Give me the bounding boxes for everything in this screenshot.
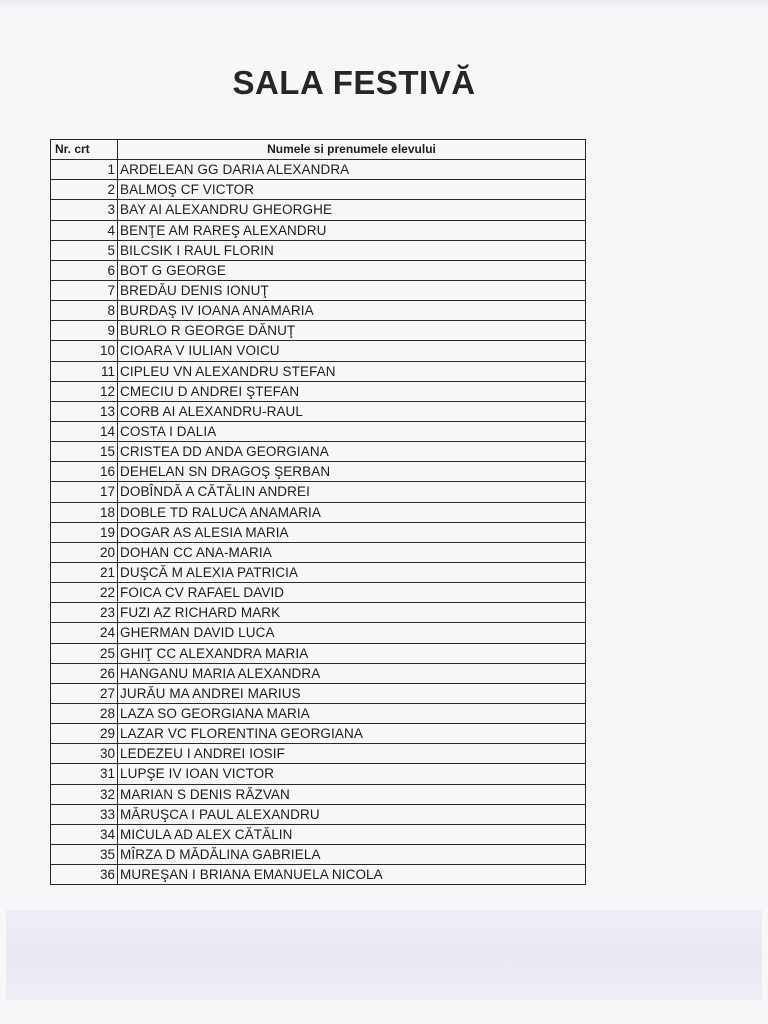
- row-number: 16: [51, 462, 118, 482]
- student-name: FUZI AZ RICHARD MARK: [118, 603, 586, 623]
- table-row: [51, 784, 586, 804]
- table-row: [51, 240, 586, 260]
- row-number: 23: [51, 603, 118, 623]
- row-number: 12: [51, 381, 118, 401]
- table-row: [51, 744, 586, 764]
- table-row: [51, 865, 586, 885]
- student-name: DUŞCĂ M ALEXIA PATRICIA: [118, 562, 586, 582]
- row-number: 9: [51, 321, 118, 341]
- student-name: LAZAR VC FLORENTINA GEORGIANA: [118, 724, 586, 744]
- scan-shadow-band: [6, 910, 762, 1000]
- table-row: [51, 562, 586, 582]
- row-number: 3: [51, 200, 118, 220]
- student-name: COSTA I DALIA: [118, 421, 586, 441]
- student-name: LAZA SO GEORGIANA MARIA: [118, 703, 586, 723]
- row-number: 6: [51, 260, 118, 280]
- row-number: 27: [51, 683, 118, 703]
- table-body: [51, 160, 586, 885]
- row-number: 36: [51, 865, 118, 885]
- student-name: FOICA CV RAFAEL DAVID: [118, 583, 586, 603]
- row-number: 18: [51, 502, 118, 522]
- student-name: CORB AI ALEXANDRU-RAUL: [118, 401, 586, 421]
- row-number: 29: [51, 724, 118, 744]
- row-number: 1: [51, 160, 118, 180]
- row-number: 15: [51, 442, 118, 462]
- table-row: [51, 301, 586, 321]
- table-row: [51, 180, 586, 200]
- student-name: GHERMAN DAVID LUCA: [118, 623, 586, 643]
- student-name: BOT G GEORGE: [118, 260, 586, 280]
- row-number: 25: [51, 643, 118, 663]
- table-row: [51, 361, 586, 381]
- student-name: CRISTEA DD ANDA GEORGIANA: [118, 442, 586, 462]
- student-name: MĂRUŞCA I PAUL ALEXANDRU: [118, 804, 586, 824]
- student-name: LEDEZEU I ANDREI IOSIF: [118, 744, 586, 764]
- table-row: [51, 824, 586, 844]
- student-name: CMECIU D ANDREI ŞTEFAN: [118, 381, 586, 401]
- table-row: [51, 844, 586, 864]
- header-nr-crt: Nr. crt: [51, 140, 118, 160]
- row-number: 32: [51, 784, 118, 804]
- row-number: 22: [51, 583, 118, 603]
- row-number: 33: [51, 804, 118, 824]
- row-number: 30: [51, 744, 118, 764]
- row-number: 21: [51, 562, 118, 582]
- table-row: [51, 462, 586, 482]
- row-number: 7: [51, 280, 118, 300]
- scan-top-edge: [0, 0, 768, 8]
- table-row: [51, 583, 586, 603]
- table-row: [51, 260, 586, 280]
- page-title: SALA FESTIVĂ: [232, 64, 476, 101]
- table-row: [51, 401, 586, 421]
- row-number: 35: [51, 844, 118, 864]
- student-name: BAY AI ALEXANDRU GHEORGHE: [118, 200, 586, 220]
- row-number: 10: [51, 341, 118, 361]
- row-number: 17: [51, 482, 118, 502]
- table-row: [51, 482, 586, 502]
- row-number: 26: [51, 663, 118, 683]
- student-name: CIOARA V IULIAN VOICU: [118, 341, 586, 361]
- student-name: BURDAŞ IV IOANA ANAMARIA: [118, 301, 586, 321]
- table-row: [51, 321, 586, 341]
- student-table: [50, 139, 586, 885]
- row-number: 28: [51, 703, 118, 723]
- student-name: DOHAN CC ANA-MARIA: [118, 542, 586, 562]
- table-row: [51, 643, 586, 663]
- row-number: 20: [51, 542, 118, 562]
- student-name: BURLO R GEORGE DĂNUŢ: [118, 321, 586, 341]
- table-row: [51, 280, 586, 300]
- student-name: BENŢE AM RAREŞ ALEXANDRU: [118, 220, 586, 240]
- row-number: 11: [51, 361, 118, 381]
- student-name: DOBLE TD RALUCA ANAMARIA: [118, 502, 586, 522]
- student-name: LUPŞE IV IOAN VICTOR: [118, 764, 586, 784]
- student-name: HANGANU MARIA ALEXANDRA: [118, 663, 586, 683]
- table-row: [51, 623, 586, 643]
- student-name: BALMOŞ CF VICTOR: [118, 180, 586, 200]
- table-row: [51, 804, 586, 824]
- row-number: 14: [51, 421, 118, 441]
- table-row: [51, 442, 586, 462]
- row-number: 2: [51, 180, 118, 200]
- student-name: BILCSIK I RAUL FLORIN: [118, 240, 586, 260]
- table-row: [51, 381, 586, 401]
- table-row: [51, 683, 586, 703]
- table-row: [51, 663, 586, 683]
- student-name: ARDELEAN GG DARIA ALEXANDRA: [118, 160, 586, 180]
- row-number: 31: [51, 764, 118, 784]
- table-row: [51, 724, 586, 744]
- student-name: JURĂU MA ANDREI MARIUS: [118, 683, 586, 703]
- table-row: [51, 764, 586, 784]
- header-student-name: Numele si prenumele elevului: [118, 140, 586, 160]
- student-name: MICULA AD ALEX CĂTĂLIN: [118, 824, 586, 844]
- table-header-row: [51, 140, 586, 160]
- student-name: DOGAR AS ALESIA MARIA: [118, 522, 586, 542]
- table-row: [51, 341, 586, 361]
- student-name: DOBÎNDĂ A CĂTĂLIN ANDREI: [118, 482, 586, 502]
- student-name: MUREŞAN I BRIANA EMANUELA NICOLA: [118, 865, 586, 885]
- table-row: [51, 200, 586, 220]
- row-number: 19: [51, 522, 118, 542]
- table-row: [51, 502, 586, 522]
- table-row: [51, 703, 586, 723]
- row-number: 4: [51, 220, 118, 240]
- student-name: MARIAN S DENIS RĂZVAN: [118, 784, 586, 804]
- student-name: DEHELAN SN DRAGOŞ ŞERBAN: [118, 462, 586, 482]
- row-number: 24: [51, 623, 118, 643]
- row-number: 5: [51, 240, 118, 260]
- row-number: 8: [51, 301, 118, 321]
- row-number: 13: [51, 401, 118, 421]
- table-row: [51, 603, 586, 623]
- student-name: GHIŢ CC ALEXANDRA MARIA: [118, 643, 586, 663]
- table-row: [51, 160, 586, 180]
- table-row: [51, 522, 586, 542]
- table-row: [51, 421, 586, 441]
- student-name: CIPLEU VN ALEXANDRU STEFAN: [118, 361, 586, 381]
- row-number: 34: [51, 824, 118, 844]
- table-row: [51, 220, 586, 240]
- student-name: BREDĂU DENIS IONUŢ: [118, 280, 586, 300]
- student-name: MÎRZA D MĂDĂLINA GABRIELA: [118, 844, 586, 864]
- table-row: [51, 542, 586, 562]
